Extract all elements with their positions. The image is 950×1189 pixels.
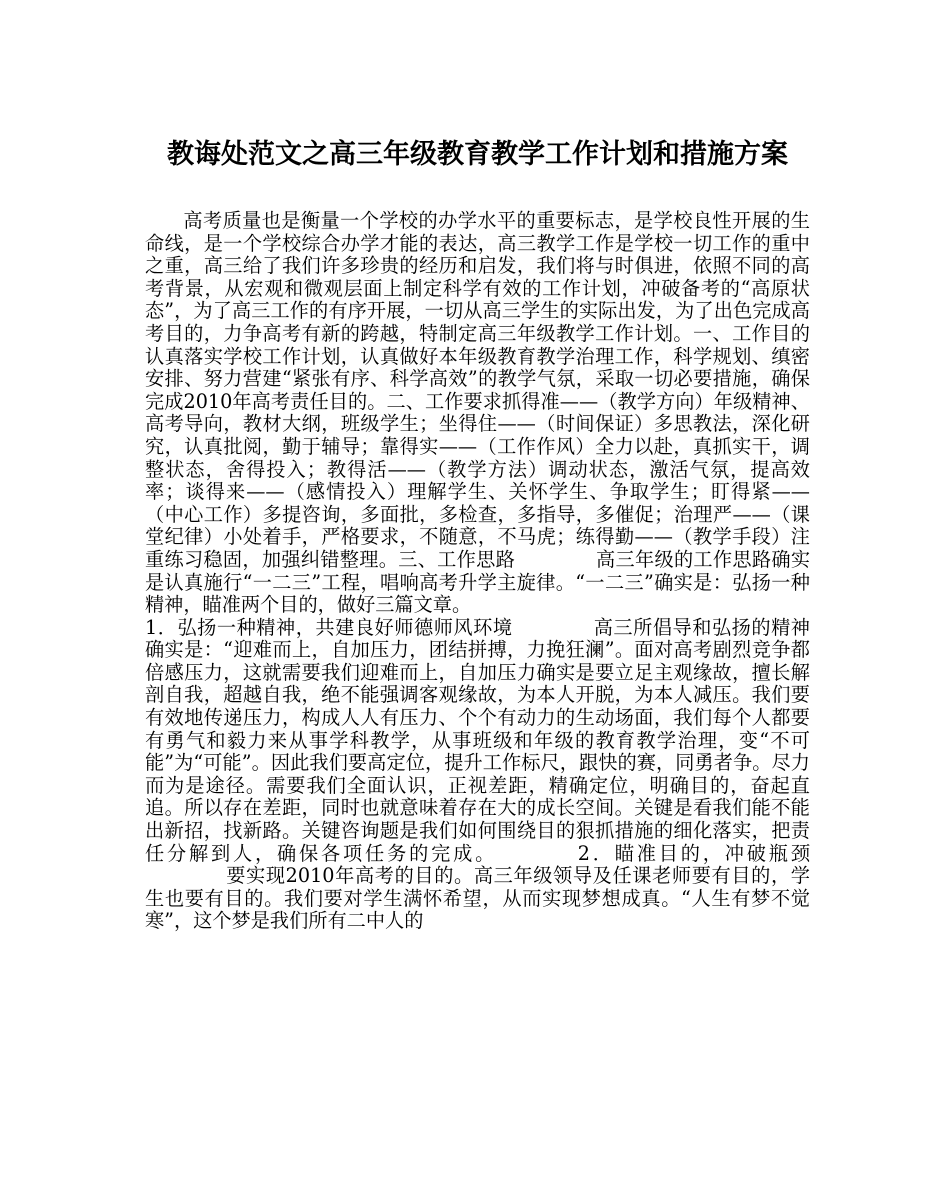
document-body: [145, 210, 810, 933]
section-heading: 1．弘扬一种精神，共建良好师德师风环境: [145, 615, 513, 639]
document-paragraph: [145, 617, 810, 933]
document-paragraph: [145, 210, 810, 617]
paragraph-text: 要实现2010年高考的目的。高三年级领导及任课老师要有目的，学生也要有目的。我们要对学生满怀希望，从而实现梦想成真。“人生有梦不觉寒”，这个梦是我们所有二中人的: [145, 864, 810, 933]
paragraph-text: 高三年级的工作思路确实是认真施行“一二三”工程，唱响高考升学主旋律。“一二三”确实是：弘扬一种精神，瞄准两个目的，做好三篇文章。: [145, 547, 811, 617]
section-heading: 2．瞄准目的，冲破瓶颈: [577, 841, 811, 865]
paragraph-text: 高考质量也是衡量一个学校的办学水平的重要标志，是学校良性开展的生命线，是一个学校综合办学才能的表达，高三教学工作是学校一切工作的重中之重，高三给了我们许多珍贵的经历和启发，我们将与时俱进，依照不同的高考背景，从宏观和微观层面上制定科学有效的工作计划，冲破备考的“高原状态”，为了高三工作的有序开展，一切从高三学生的实际出发，为了出色完成高考目的，力争高考有新的跨越，特制定高三年级教学工作计划。一、工作目的认真落实学校工作计划，认真做好本年级教育教学治理工作，科学规划、缜密安排、努力营建“紧张有序、科学高效”的教学气氛，采取一切必要措施，确保完成2010年高考责任目的。二、工作要求抓得准——（教学方向）年级精神、高考导向，教材大纲，班级学生；坐得住——（时间保证）多思教法，深化研究，认真批阅，勤于辅导；靠得实——（工作作风）全力以赴，真抓实干，调整状态，舍得投入；教得活——（教学方法）调动状态，激活气氛，提高效率；谈得来——（感情投入）理解学生、关怀学生、争取学生；盯得紧——（中心工作）多提咨询，多面批，多检查，多指导，多催促；治理严——（课堂纪律）小处着手，严格要求，不随意，不马虎；练得勤——（教学手段）注重练习稳固，加强纠错整理。三、工作思路: [145, 209, 810, 571]
document-title: 教诲处范文之高三年级教育教学工作计划和措施方案: [167, 139, 788, 170]
paragraph-text: 高三所倡导和弘扬的精神确实是：“迎难而上，自加压力，团结拼搏，力挽狂澜”。面对高考剧烈竞争都倍感压力，这就需要我们迎难而上，自加压力确实是要立足主观缘故，擅长解剖自我，超越自我，绝不能强调客观缘故，为本人开脱，为本人减压。我们要有效地传递压力，构成人人有压力、个个有动力的生动场面，我们每个人都要有勇气和毅力来从事学科教学，从事班级和年级的教育教学治理，变“不可能”为“可能”。因此我们要高定位，提升工作标尺，跟快的赛，同勇者争。尽力而为是途径。需要我们全面认识，正视差距，精确定位，明确目的，奋起直追。所以存在差距，同时也就意味着存在大的成长空间。关键是看我们能不能出新招，找新路。关键咨询题是我们如何围绕目的狠抓措施的细化落实，把责任分解到人，确保各项任务的完成。: [145, 615, 810, 865]
document-page: [145, 138, 810, 933]
